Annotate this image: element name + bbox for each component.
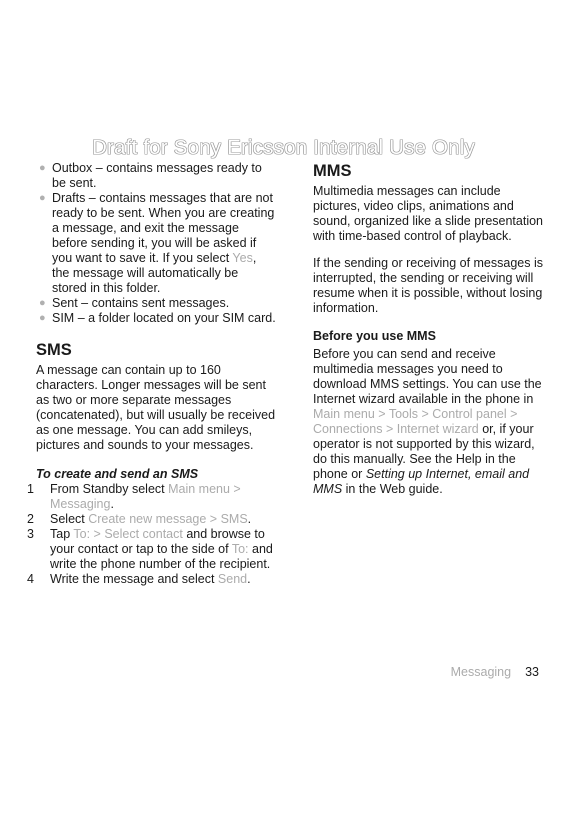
right-column	[313, 161, 545, 497]
bullet-icon: ●	[39, 192, 46, 204]
list-item	[36, 161, 276, 191]
watermark: Draft for Sony Ericsson Internal Use Only	[91, 136, 476, 159]
ui-term: Main menu > Messaging	[50, 482, 241, 511]
step-text: .	[110, 497, 114, 511]
mms-interrupt-note: If the sending or receiving of messages is interrupted, the sending or receiving will resume when it is possible, without losing information.	[313, 256, 543, 315]
bullet-text: Drafts – contains messages that are not ready to be sent. When you are creating a message, and exit the message before sending it, you will be asked if you want to save it. If you select	[52, 191, 275, 265]
step-number: 4	[27, 572, 34, 586]
page-number: 33	[525, 665, 539, 679]
step-number: 1	[27, 482, 34, 496]
step-text: From Standby select	[50, 482, 169, 496]
step-text: Write the message and select	[50, 572, 218, 586]
step-text: .	[247, 572, 251, 586]
bullet-text: , the message will automatically be stored in this folder.	[52, 251, 257, 295]
footer-section-name: Messaging	[450, 665, 512, 679]
ui-term: Main menu > Tools > Control panel > Connections > Internet wizard	[313, 407, 518, 436]
page-footer	[451, 665, 539, 679]
ui-term: Yes	[232, 251, 253, 265]
step-text: .	[247, 512, 252, 526]
ui-term: To:	[231, 542, 249, 556]
folder-list	[36, 161, 276, 326]
sms-heading: SMS	[36, 341, 72, 359]
step-text: and browse to your contact or tap to the side of	[50, 527, 265, 556]
steps-list	[27, 482, 276, 587]
step-item	[27, 527, 276, 572]
bullet-text: Sent – contains sent messages.	[52, 296, 230, 310]
body-text: or, if your operator is not supported by this wizard, do this manually. See the Help in the phone or	[313, 422, 535, 481]
ui-term: To: > Select contact	[73, 527, 183, 541]
list-item	[36, 191, 276, 296]
step-item	[27, 572, 276, 587]
left-column	[27, 161, 276, 587]
sms-body: A message can contain up to 160 characters. Longer messages will be sent as two or more separate messages (concatenated), but will usually be received as one message. You can add smileys, pictures and sounds to your messages.	[36, 363, 276, 452]
list-item	[36, 311, 276, 326]
step-text: and write the phone number of the recipient.	[50, 542, 273, 571]
ui-term: Create new message > SMS	[88, 512, 248, 526]
ui-term: Send	[217, 572, 248, 586]
mms-body: Multimedia messages can include pictures, video clips, animations and sound, organized like a slide presentation with time-based control of playback.	[313, 184, 544, 243]
bullet-text: Outbox – contains messages ready to be sent.	[52, 161, 262, 190]
before-mms-heading: Before you use MMS	[313, 329, 436, 343]
body-text: in the Web guide.	[342, 482, 443, 496]
guide-reference: Setting up Internet, email and MMS	[313, 467, 530, 496]
list-item	[36, 296, 276, 311]
bullet-icon: ●	[39, 312, 46, 324]
mms-heading: MMS	[313, 162, 352, 180]
step-item	[27, 512, 276, 527]
body-text: Before you can send and receive multimedia messages you need to download MMS settings. You can use the Internet wizard available in the phone in	[313, 347, 542, 406]
task-title: To create and send an SMS	[36, 467, 199, 481]
bullet-icon: ●	[39, 162, 46, 174]
bullet-text: SIM – a folder located on your SIM card.	[52, 311, 276, 325]
before-mms-body	[313, 347, 545, 497]
step-item	[27, 482, 276, 512]
step-number: 2	[27, 512, 34, 526]
bullet-icon: ●	[39, 297, 46, 309]
step-text: Tap	[50, 527, 74, 541]
step-number: 3	[27, 527, 34, 541]
step-text: Select	[50, 512, 89, 526]
